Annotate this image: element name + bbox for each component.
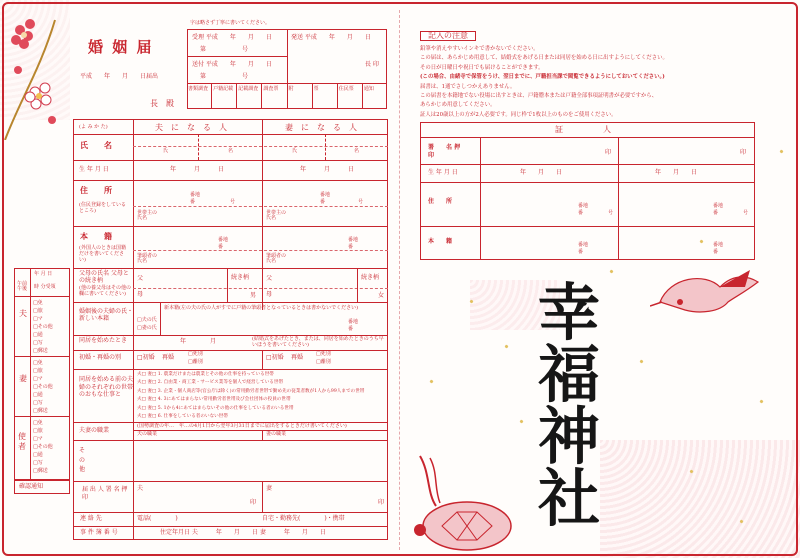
notice-line: この届書を本籍地でない役場に出すときは、戸籍謄本または戸籍全部事項証明書が必要ですから、	[420, 93, 658, 100]
address-label: 住 所	[80, 185, 112, 195]
notice-line: 証人は20歳以上の方が2人必要です。同じ枠で1枚以上のものをご使用ください。	[420, 111, 617, 118]
chief-label: 長 殿	[150, 99, 174, 108]
work-options	[137, 371, 387, 421]
check-col[interactable]: 調査票	[262, 83, 287, 109]
notice-line: 届書は、1通でさしつかえありません。	[420, 83, 516, 90]
wife-name-field[interactable]	[266, 148, 386, 160]
send2-label: 発送 平成 年 月 日	[291, 34, 371, 41]
wife-header: 妻 に な る 人	[285, 123, 357, 132]
notice-line: (この場合、由緒寺で保管をうけ、翌日までに、戸籍担当課で閲覧できるようにしておいてください。)	[420, 74, 665, 81]
turtle-icon	[402, 448, 522, 558]
check-col[interactable]: 票	[313, 83, 338, 109]
wife-shokon-checkbox[interactable]: □初婚	[266, 354, 284, 361]
side-option[interactable]: □旅	[33, 428, 43, 434]
side-option[interactable]: □旅	[33, 308, 43, 314]
husband-surname-checkbox[interactable]: □夫の氏	[137, 317, 157, 323]
side-option[interactable]: □マ	[33, 316, 43, 322]
notice-list	[420, 45, 750, 120]
submit-date[interactable]: 平成 年 月 日届出	[80, 73, 159, 80]
witness1-signature[interactable]	[484, 140, 614, 162]
furigana-label: (よ み か た)	[79, 124, 108, 130]
plum-blossom-icon	[0, 0, 75, 140]
crane-icon	[650, 262, 760, 342]
side-option[interactable]: □その他	[33, 444, 53, 450]
chou-label: 長 印	[365, 61, 379, 68]
witness2-signature[interactable]	[622, 140, 752, 162]
note-top: 字は略さず丁寧に書いてください。	[190, 20, 271, 26]
side-option[interactable]: □その他	[33, 324, 53, 330]
side-option[interactable]: □免	[33, 360, 43, 366]
side-option[interactable]: □郵送	[33, 468, 48, 474]
shrine-char-1: 幸	[538, 276, 601, 349]
work-option[interactable]: 夫□ 妻□ 2. 自由業・商工業・サービス業等を個人で経営している世帯	[137, 380, 284, 386]
send-label: 送付 平成 年 月 日	[192, 61, 272, 68]
sonota-field[interactable]	[137, 444, 385, 478]
work-option[interactable]: 夫□ 妻□ 5. 1から4にあてはまらないその他の仕事をしている者のいる世帯	[137, 405, 294, 411]
side-option[interactable]: □写	[33, 400, 43, 406]
check-columns	[187, 83, 387, 109]
kakunin-label: 確認通知	[19, 483, 44, 490]
side-option[interactable]: □通	[33, 332, 43, 338]
side-option[interactable]: □旅	[33, 368, 43, 374]
dokyo-date-field[interactable]: 年 月	[180, 338, 217, 345]
honseki-label: 本 籍	[80, 231, 112, 241]
notice-line: あらかじめ用意してください。	[420, 102, 496, 109]
side-option[interactable]: □免	[33, 300, 43, 306]
notice-title: 記入の注意	[428, 31, 468, 40]
send-no: 第 号	[200, 73, 249, 80]
wife-surname-checkbox[interactable]: □妻の氏	[137, 325, 157, 331]
side-option[interactable]: □マ	[33, 436, 43, 442]
tel2-field[interactable]: 自宅・勤務先( )・携帯	[262, 515, 345, 522]
witness1-birth[interactable]: 年 月 日	[520, 169, 563, 176]
shrine-char-3: 神	[538, 400, 601, 473]
side-option[interactable]: □写	[33, 460, 43, 466]
wife-signature-field[interactable]	[274, 486, 374, 508]
husband-header: 夫 に な る 人	[155, 123, 227, 132]
side-option[interactable]: □免	[33, 420, 43, 426]
side-option[interactable]: □写	[33, 340, 43, 346]
check-col[interactable]: 書類調査	[187, 83, 212, 109]
side-option[interactable]: □マ	[33, 376, 43, 382]
notice-line: この届は、あらかじめ用意して、結婚式をあげる日または同居を始める日に出すようにしてください。	[420, 55, 668, 62]
husband-name-field[interactable]	[138, 148, 258, 160]
accept-no: 第 号	[200, 46, 249, 53]
notice-line: その日が日曜日や祝日でも届けることができます。	[420, 64, 544, 71]
side-option[interactable]: □郵送	[33, 348, 48, 354]
witness-header: 証 人	[555, 125, 611, 134]
check-col[interactable]: 附	[288, 83, 313, 109]
witness2-birth[interactable]: 年 月 日	[655, 169, 698, 176]
center-fold	[399, 10, 400, 550]
check-col[interactable]: 戸籍記載	[212, 83, 237, 109]
birth-label: 生 年 月 日	[79, 166, 109, 173]
side-option[interactable]: □その他	[33, 384, 53, 390]
husband-shokon-checkbox[interactable]: □初婚	[137, 354, 155, 361]
notice-line: 鉛筆や消えやすいインキで書かないでください。	[420, 46, 539, 52]
check-col[interactable]: 記載調査	[237, 83, 262, 109]
shrine-char-4: 社	[538, 462, 601, 535]
work-option[interactable]: 夫□ 妻□ 4. 3にあてはまらない常用勤労者世帯及び会社団体の役員の世帯	[137, 397, 291, 403]
name-label: 氏 名	[80, 140, 112, 150]
husband-signature-field[interactable]	[145, 486, 245, 508]
work-option[interactable]: 夫□ 妻□ 3. 企業・個人商店等(官公庁は除く)の常用勤労者世帯で勤め先の従業者数が1人から99人までの世帯	[137, 388, 365, 394]
wife-birth-field[interactable]: 年 月 日	[300, 166, 355, 173]
form-title: 婚 姻 届	[88, 38, 154, 56]
side-option[interactable]: □郵送	[33, 408, 48, 414]
side-option[interactable]: □通	[33, 452, 43, 458]
shrine-char-2: 福	[538, 338, 601, 411]
check-col[interactable]: 通知	[363, 86, 374, 92]
check-col[interactable]: 住民票	[338, 83, 363, 109]
accept-label: 受理 平成 年 月 日	[192, 34, 272, 41]
work-option[interactable]: 夫□ 妻□ 6. 仕事をしている者のいない世帯	[137, 414, 228, 420]
work-option[interactable]: 夫□ 妻□ 1. 農業だけまたは農業とその他の仕事を持っている世帯	[137, 372, 274, 377]
tel-field[interactable]: 電話( )	[137, 515, 178, 522]
side-option[interactable]: □通	[33, 392, 43, 398]
husband-birth-field[interactable]: 年 月 日	[170, 166, 225, 173]
